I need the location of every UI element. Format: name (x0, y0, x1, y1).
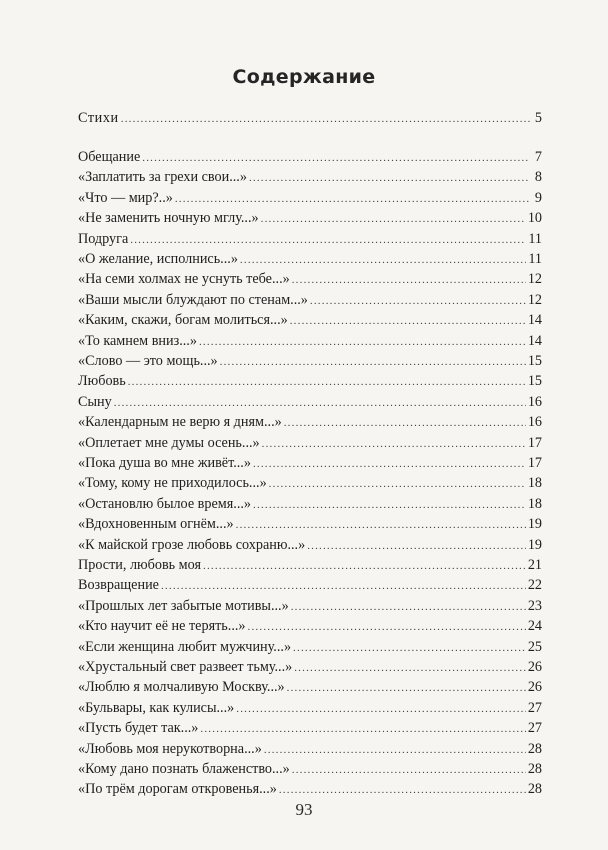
toc-entry (78, 188, 542, 208)
toc-entry-title: «Не заменить ночную мглу...» (78, 210, 259, 227)
leader-dots (262, 434, 526, 454)
toc-entry (78, 167, 542, 187)
toc-entry (78, 555, 542, 575)
toc-entry-title: «Если женщина любит мужчину...» (78, 638, 292, 655)
toc-section (78, 108, 542, 128)
toc-entry-title: «Пока душа во мне живёт...» (78, 455, 251, 471)
toc-entry-page: 11 (528, 251, 542, 267)
toc-entry-title: «Каким, скажи, богам молиться...» (78, 312, 288, 329)
toc-entry-title: «Заплатить за грехи свои...» (78, 169, 247, 186)
toc-entry-page: 8 (534, 169, 542, 186)
toc-entry-title: «Что — мир?..» (78, 189, 173, 206)
toc-entry (78, 453, 542, 473)
toc-entry (78, 575, 542, 595)
toc-entry (78, 229, 542, 249)
leader-dots (130, 230, 526, 250)
leader-dots (199, 332, 526, 352)
toc-entry-page: 27 (527, 699, 542, 716)
toc-entry-page: 23 (527, 597, 542, 614)
toc-entry-page: 28 (527, 781, 542, 798)
page-title: Содержание (232, 66, 376, 88)
toc-entry-page: 15 (527, 353, 542, 369)
toc-entry-title: Возвращение (78, 577, 159, 594)
toc-entry-page: 7 (534, 149, 542, 165)
page-number: 93 (295, 800, 313, 819)
leader-dots (261, 209, 526, 229)
toc-entry (78, 718, 542, 738)
toc-entry (78, 779, 542, 799)
toc-entry (78, 147, 542, 167)
toc-entry (78, 759, 542, 779)
toc-entry-title: «То камнем вниз...» (78, 332, 197, 349)
toc-entry-title: «Календарным не верю я дням...» (78, 414, 282, 431)
leader-dots (203, 556, 526, 576)
toc-entry (78, 473, 542, 493)
leader-dots (249, 168, 530, 188)
leader-dots (114, 393, 526, 413)
toc-entry (78, 331, 542, 351)
toc-entry (78, 290, 542, 310)
leader-dots (248, 617, 526, 637)
toc-entry-title: «Прошлых лет забытые мотивы...» (78, 597, 289, 614)
toc-entry-title: «По трём дорогам откровенья...» (78, 781, 277, 798)
toc-entry-page: 14 (527, 312, 542, 329)
toc-entry-title: «На семи холмах не уснуть тебе...» (78, 271, 290, 288)
toc-entry-page: 15 (527, 373, 542, 390)
toc-entry (78, 371, 542, 391)
leader-dots (292, 270, 526, 290)
toc-entry-title: Обещание (78, 149, 141, 165)
leader-dots (128, 372, 526, 392)
toc-entry-title: «К майской грозе любовь сохраню...» (78, 536, 306, 553)
toc-entry-page: 12 (527, 291, 542, 308)
toc-entry-title: «Пусть будет так...» (78, 720, 199, 737)
toc-entry-page: 27 (527, 720, 542, 737)
toc-entry-page: 25 (527, 638, 542, 655)
toc-entry-title: Сыну (78, 393, 112, 410)
leader-dots (264, 740, 526, 760)
leader-dots (253, 495, 526, 515)
toc-entry (78, 494, 542, 514)
toc-entry-title: «Тому, кому не приходилось...» (78, 475, 267, 492)
toc-section-page: 5 (534, 110, 542, 126)
toc-entry-title: Любовь (78, 373, 126, 390)
toc-entry (78, 249, 542, 269)
toc-entry-title: «Слово — это мощь...» (78, 353, 218, 369)
toc-entry-page: 19 (527, 536, 542, 553)
toc-entry-title: «Люблю я молчаливую Москву...» (78, 679, 285, 696)
toc-entry (78, 739, 542, 759)
toc-entry-page: 26 (527, 659, 542, 675)
toc-entry (78, 310, 542, 330)
leader-dots (293, 638, 526, 658)
toc-entry (78, 637, 542, 657)
toc-entry-title: «Оплетает мне думы осень...» (78, 434, 260, 451)
leader-dots (269, 474, 526, 494)
toc-entry-title: «Вдохновенным огнём...» (78, 516, 234, 533)
toc-entry-title: «О желание, исполнись...» (78, 251, 238, 267)
toc-entry-page: 24 (527, 618, 542, 635)
toc-entry (78, 657, 542, 677)
toc-entry (78, 412, 542, 432)
toc-section-title: Стихи (78, 110, 119, 126)
leader-dots (236, 699, 526, 719)
toc-entry-page: 10 (527, 210, 542, 227)
toc-entry-page: 28 (527, 761, 542, 777)
toc-entry (78, 269, 542, 289)
toc-entry-page: 16 (527, 393, 542, 410)
leader-dots (121, 109, 530, 129)
toc-entry (78, 677, 542, 697)
leader-dots (236, 515, 526, 535)
toc-entry-title: Прости, любовь моя (78, 557, 202, 573)
toc-entry-title: «Бульвары, как кулисы...» (78, 699, 235, 716)
leader-dots (287, 678, 526, 698)
toc-entry-page: 14 (527, 332, 542, 349)
leader-dots (220, 352, 526, 372)
leader-dots (284, 413, 526, 433)
leader-dots (253, 454, 526, 474)
toc-entry (78, 351, 542, 371)
leader-dots (142, 148, 530, 168)
toc-entry-page: 11 (528, 230, 542, 247)
toc-entry-page: 17 (527, 455, 542, 471)
leader-dots (291, 597, 526, 617)
toc-entry-title: Подруга (78, 230, 129, 247)
leader-dots (161, 576, 526, 596)
toc-entry-title: «Хрустальный свет развеет тьму...» (78, 659, 293, 675)
toc-entry (78, 535, 542, 555)
toc-entry-title: «Ваши мысли блуждают по стенам...» (78, 291, 308, 308)
toc-entry-page: 21 (527, 557, 542, 573)
leader-dots (240, 250, 526, 270)
toc-entry-page: 22 (527, 577, 542, 594)
leader-dots (307, 536, 526, 556)
leader-dots (292, 760, 526, 780)
toc-entry-page: 19 (527, 516, 542, 533)
leader-dots (290, 311, 526, 331)
toc-entry-title: «Кто научит её не терять...» (78, 618, 246, 635)
toc-entry (78, 616, 542, 636)
toc-entry (78, 596, 542, 616)
toc-entry-title: «Кому дано познать блаженство...» (78, 761, 290, 777)
toc-entry-page: 16 (527, 414, 542, 431)
leader-dots (175, 189, 530, 209)
toc-entry-title: «Остановлю былое время...» (78, 495, 252, 512)
toc-entry (78, 392, 542, 412)
leader-dots (279, 780, 526, 800)
toc-entry-title: «Любовь моя нерукотворна...» (78, 740, 262, 757)
toc-entry-page: 26 (527, 679, 542, 696)
toc-entry (78, 433, 542, 453)
toc-entry-page: 18 (527, 495, 542, 512)
toc-entry (78, 514, 542, 534)
toc-entry-page: 12 (527, 271, 542, 288)
leader-dots (294, 658, 526, 678)
toc-entry (78, 698, 542, 718)
toc-entry-page: 28 (527, 740, 542, 757)
leader-dots (310, 291, 526, 311)
toc-entry-page: 18 (527, 475, 542, 492)
toc-entry (78, 208, 542, 228)
leader-dots (200, 719, 525, 739)
toc-entry-page: 17 (527, 434, 542, 451)
toc-entry-page: 9 (534, 189, 542, 206)
